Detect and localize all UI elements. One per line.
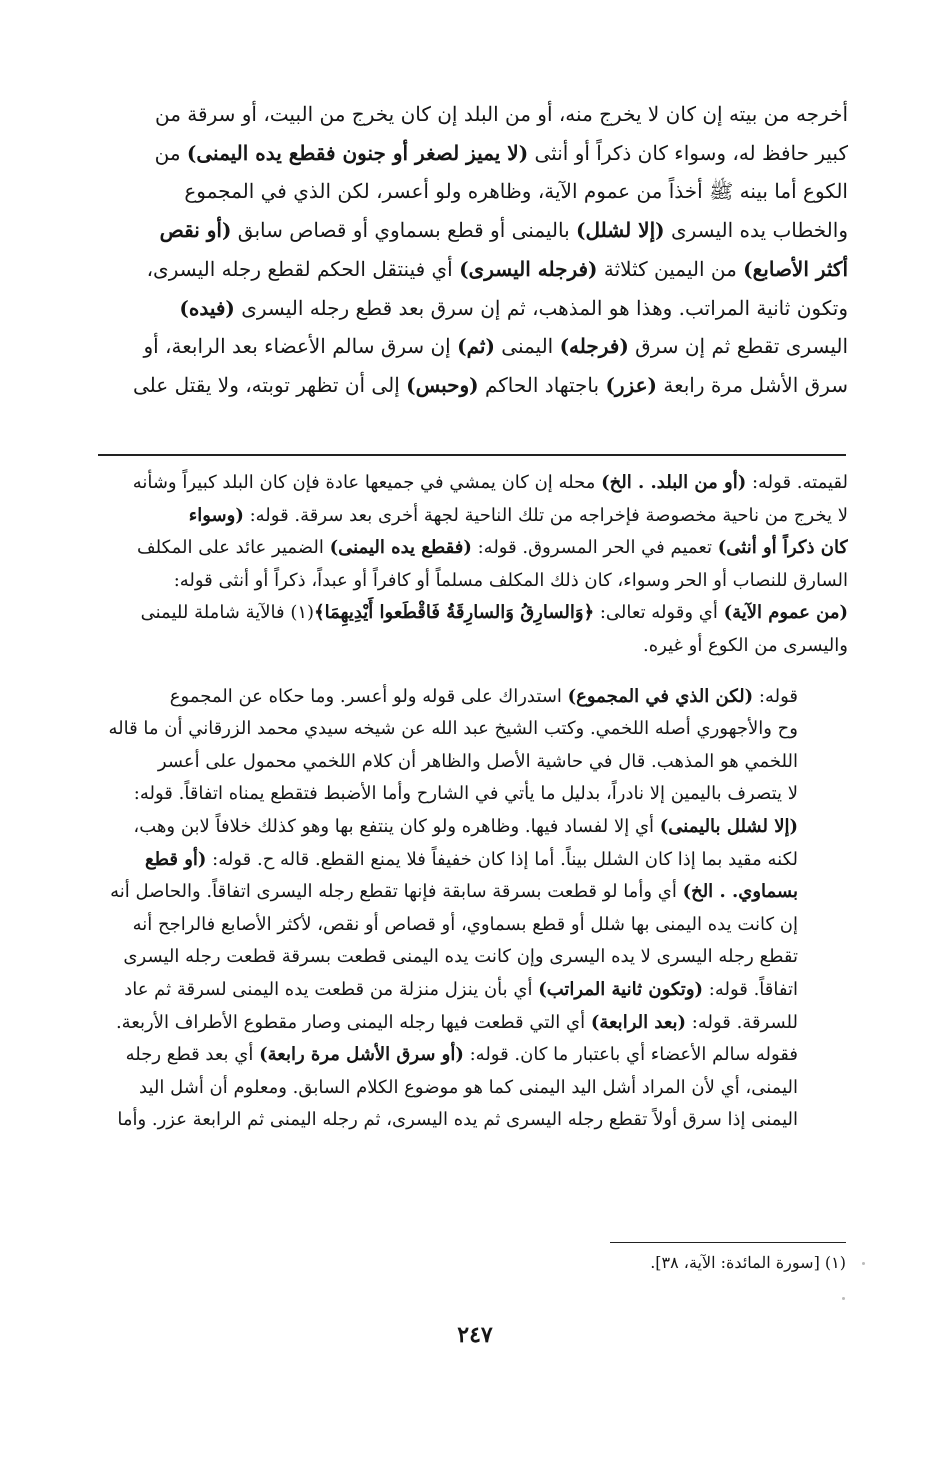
text-commentary-separator	[98, 454, 846, 456]
text-run: أي التي قطعت فيها رجله اليمنى وصار مقطوع الأطراف الأربعة.	[115, 1011, 591, 1033]
text-run: إن كانت يده اليمنى بها شلل أو قطع بسماوي، أو قصاص أو نقص، لأكثر الأصابع فالراجح أنه	[132, 913, 798, 935]
commentary-line	[90, 876, 848, 909]
text-run: أي وقوله تعالى:	[594, 602, 724, 624]
commentary-line	[90, 532, 848, 565]
text-run: محله إن كان يمشي في جميعها عادة فإن كان البلد كبيراً وشأنه	[132, 472, 602, 493]
commentary-paragraph-1	[90, 467, 848, 663]
commentary-line	[90, 1072, 848, 1105]
text-run: من اليمين كثلاثة	[597, 256, 744, 281]
text-run: الكوع أما بينه ﷺ أخذاً من عموم الآية، وظاهره ولو أعسر، لكن الذي في المجموع	[184, 179, 848, 204]
commentary-line	[90, 746, 848, 779]
footnote	[90, 1250, 846, 1276]
text-run: الضمير عائد على المكلف	[137, 537, 330, 559]
text-run: أي فينتقل الحكم لقطع رجله اليسرى،	[146, 256, 460, 281]
commentary-line	[90, 941, 848, 974]
commentary-line	[90, 500, 848, 533]
text-run: والخطاب يده اليسرى	[664, 218, 848, 243]
text-run: اليمنى	[494, 334, 560, 359]
text-run: اللخمي هو المذهب. قال في حاشية الأصل والظاهر أن كلام اللخمي محمول على أعسر	[157, 750, 798, 772]
main-text-line	[90, 366, 848, 405]
commentary-line	[90, 1007, 848, 1040]
footnote-separator	[610, 1242, 846, 1243]
text-run: لا يتصرف باليمين إلا نادراً، بدليل ما يأتي في الشارح وأما الأضبط فتقطع يمناه اتفاقاً. قوله:	[133, 783, 798, 805]
bold-phrase: (أو قطع	[144, 848, 207, 870]
bold-phrase: بسماوي. . الخ)	[682, 881, 798, 903]
commentary-paragraph-2	[90, 681, 848, 1137]
text-run: استدراك على قوله ولو أعسر. وما حكاه عن المجموع	[169, 685, 568, 707]
commentary-line	[90, 811, 848, 844]
main-text-line	[90, 211, 848, 250]
text-run: سرق الأشل مرة رابعة	[657, 372, 848, 397]
text-run: وتكون ثانية المراتب. وهذا هو المذهب، ثم إن سرق بعد قطع رجله اليسرى	[234, 295, 848, 320]
text-run: باجتهاد الحاكم	[478, 372, 606, 397]
bold-phrase: (من عموم الآية)	[723, 602, 848, 624]
commentary-line	[90, 565, 848, 598]
text-run: اليمنى، أي لأن المراد أشل اليد اليمنى كما هو موضوع الكلام السابق. ومعلوم أن أشل اليد	[139, 1076, 798, 1098]
commentary-line	[90, 1104, 848, 1137]
scan-speck	[862, 1262, 865, 1265]
text-run: تعميم في الحر المسروق. قوله:	[471, 537, 718, 559]
commentary-line	[90, 681, 848, 714]
bold-phrase: أكثر الأصابع)	[743, 256, 848, 281]
commentary-line	[90, 630, 848, 663]
text-run: (١) فالآية شاملة لليمنى	[140, 602, 315, 624]
bold-phrase: (لا يميز لصغر أو جنون فقطع يده اليمنى)	[186, 140, 529, 165]
main-text-line	[90, 289, 848, 328]
bold-phrase: (فقطع يده اليمنى)	[329, 537, 472, 559]
commentary-block	[90, 467, 848, 1137]
text-run: لقيمته. قوله:	[746, 472, 848, 493]
main-text-block	[90, 95, 848, 405]
text-run: أي بعد قطع رجله	[125, 1044, 260, 1066]
text-run: وح والأجهوري أصله اللخمي. وكتب الشيخ عبد الله عن شيخه سيدي محمد الزرقاني أن ما قاله	[108, 718, 798, 740]
main-text-line	[90, 134, 848, 173]
text-run: السارق للنصاب أو الحر وسواء، كان ذلك المكلف مسلماً أو كافراً أو عبداً، ذكراً أو أنثى قوله:	[173, 569, 848, 591]
bold-phrase: (إلا لشلل)	[576, 218, 665, 243]
bold-phrase: (فرجله)	[559, 334, 629, 359]
commentary-line	[90, 597, 848, 630]
bold-phrase: (أو من البلد. . الخ)	[601, 472, 747, 493]
text-run: باليمنى أو قطع بسماوي أو قصاص سابق	[231, 218, 577, 243]
commentary-line	[90, 974, 848, 1007]
text-run: اليسرى تقطع ثم إن سرق	[628, 334, 848, 359]
text-run: قوله:	[753, 685, 798, 707]
bold-phrase: (أو نقص	[159, 218, 232, 243]
text-run: أخرجه من بيته إن كان لا يخرج منه، أو من البلد إن كان يخرج من البيت، أو سرقة من	[155, 102, 848, 126]
bold-phrase: (فرجله اليسرى)	[459, 256, 598, 281]
text-run: لكنه مقيد بما إذا كان الشلل بيناً. أما إذا كان خفيفاً فلا يمنع القطع. قاله ح. قوله:	[206, 848, 798, 870]
text-run: إلى أن تظهر توبته، ولا يقتل على	[132, 372, 407, 397]
commentary-line	[90, 1039, 848, 1072]
text-run: (١) [سورة المائدة: الآية، ٣٨].	[650, 1253, 846, 1272]
text-run: إن سرق سالم الأعضاء بعد الرابعة، أو	[143, 334, 458, 359]
text-run: أي إلا لفساد فيها. وظاهره ولو كان ينتفع بها وهو كذلك خلافاً لابن وهب،	[133, 815, 660, 837]
text-run: اتفاقاً. قوله:	[703, 978, 798, 1000]
commentary-line	[90, 467, 848, 500]
text-run: فقوله سالم الأعضاء أي باعتبار ما كان. قوله:	[463, 1044, 798, 1066]
main-text-line	[90, 172, 848, 211]
bold-phrase: (وسواء	[188, 504, 244, 526]
bold-phrase: (ثم)	[457, 334, 495, 359]
scan-speck	[842, 1297, 845, 1300]
bold-phrase: (إلا لشلل باليمنى)	[659, 815, 798, 837]
commentary-line	[90, 909, 848, 942]
commentary-line	[90, 844, 848, 877]
bold-phrase: (فيده)	[179, 295, 235, 320]
commentary-line	[90, 713, 848, 746]
bold-phrase: (وحبس)	[406, 372, 479, 397]
bold-phrase: كان ذكراً أو أنثى)	[717, 537, 848, 559]
text-run: أي وأما لو قطعت بسرقة سابقة فإنها تقطع رجله اليسرى اتفاقاً. والحاصل أنه	[110, 881, 683, 903]
text-run: للسرقة. قوله:	[686, 1011, 798, 1033]
main-text-line	[90, 327, 848, 366]
page-number: ٢٤٧	[457, 1322, 493, 1348]
text-run: تقطع رجله اليسرى لا يده اليسرى وإن كانت يده اليمنى قطعت بسرقة قطعت رجله اليسرى	[123, 946, 798, 968]
text-run: اليمنى إذا سرق أولاً تقطع رجله اليسرى ثم يده اليسرى، ثم رجله اليمنى ثم الرابعة عزر. وأما	[117, 1109, 798, 1131]
bold-phrase: ﴿وَالسارِقُ وَالسارِقَةُ فَاقْطَعوا أَيْدِيهِمَا﴾	[314, 602, 595, 624]
bold-phrase: (وتكون ثانية المراتب)	[538, 978, 704, 1000]
main-text-line	[90, 250, 848, 289]
bold-phrase: (عزر)	[605, 372, 657, 397]
text-run: كبير حافظ له، وسواء كان ذكراً أو أنثى	[528, 140, 848, 165]
text-run: أي بأن ينزل منزلة من قطعت يده اليمنى لسرقة ثم عاد	[124, 978, 539, 1000]
bold-phrase: (لكن الذي في المجموع)	[567, 685, 754, 707]
text-run: لا يخرج من ناحية مخصوصة فإخراجه من تلك الناحية لجهة أخرى بعد سرقة. قوله:	[243, 504, 848, 526]
main-text-line	[90, 95, 848, 134]
bold-phrase: (بعد الرابعة)	[590, 1011, 687, 1033]
footnote-line	[90, 1250, 846, 1276]
bold-phrase: (أو سرق الأشل مرة رابعة)	[259, 1044, 464, 1066]
text-run: واليسرى من الكوع أو غيره.	[642, 634, 848, 656]
commentary-line	[90, 778, 848, 811]
text-run: من	[154, 140, 187, 165]
